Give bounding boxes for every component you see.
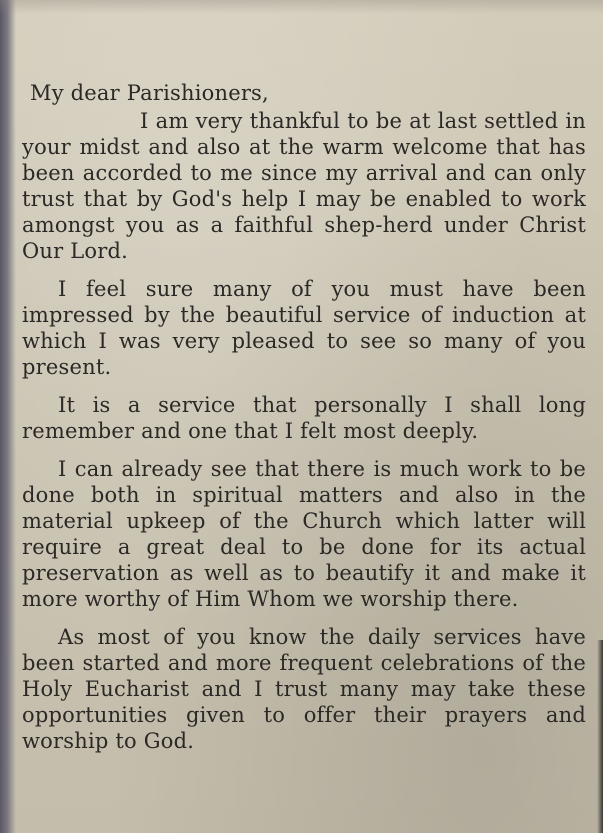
page-right-edge — [597, 640, 603, 833]
paragraph-welcome: I am very thankful to be at last settled in your midst and also at the warm welcome that has been accorded to me since my arrival and can only trust that by God's help I may be enabled to work amongst you as a faithful shep-herd under Christ Our Lord. — [22, 109, 586, 263]
page-shadow-edge — [0, 0, 16, 833]
paragraph-remember: It is a service that personally I shall long remember and one that I felt most deeply. — [22, 393, 586, 443]
page-top-edge — [0, 0, 603, 14]
paragraph-induction: I feel sure many of you must have been impressed by the beautiful service of induction at which I was very pleased to see so many of you present. — [22, 277, 586, 379]
letter-body — [22, 80, 586, 754]
salutation: My dear Parishioners, — [30, 81, 269, 105]
paragraph-work: I can already see that there is much work to be done both in spiritual matters and also in the material upkeep of the Church which latter will require a great deal to be done for its actual preservation as well as to beautify it and make it more worthy of Him Whom we worship there. — [22, 457, 586, 611]
paragraph-services: As most of you know the daily services have been started and more frequent celebrations of the Holy Eucharist and I trust many may take these opportunities given to offer their prayers and worship to God. — [22, 625, 586, 753]
